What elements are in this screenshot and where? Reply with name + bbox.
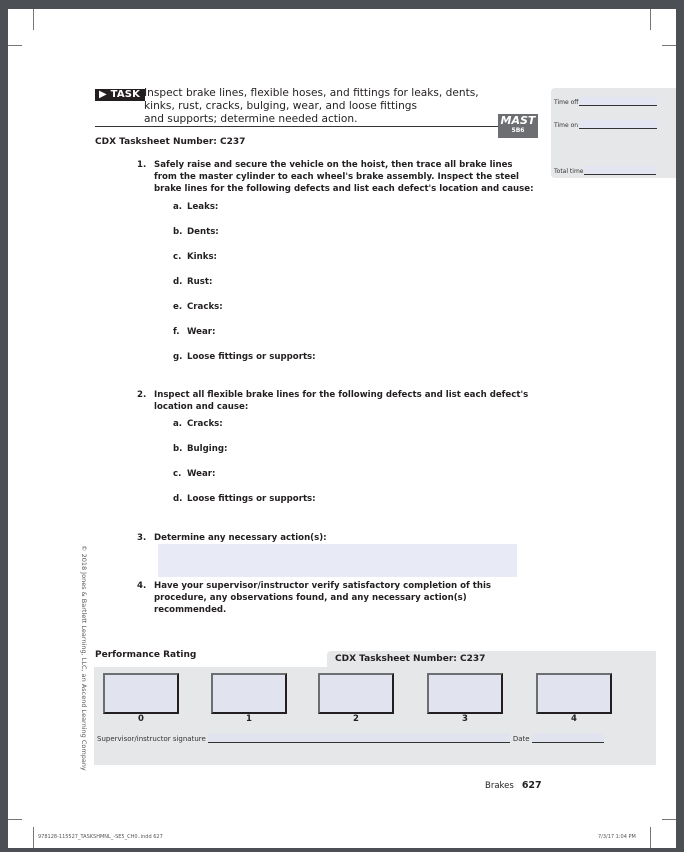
mast-badge <box>498 114 538 138</box>
defect-item[interactable] <box>173 252 217 262</box>
crop-mark <box>8 45 22 46</box>
rating-box-1[interactable] <box>211 673 287 714</box>
defect-item[interactable] <box>173 469 215 479</box>
item-letter: a. <box>173 419 183 429</box>
rating-label: 4 <box>571 714 577 724</box>
defect-item[interactable] <box>173 419 223 429</box>
defect-item[interactable] <box>173 327 215 337</box>
item-label: Rust: <box>187 277 213 287</box>
item-label: Kinks: <box>187 252 217 262</box>
time-on-field[interactable] <box>579 120 657 129</box>
question-number: 4. <box>137 581 147 591</box>
rating-box-2[interactable] <box>318 673 394 714</box>
item-letter: e. <box>173 302 183 312</box>
task-line: and supports; determine needed action. <box>144 113 358 125</box>
defect-item[interactable] <box>173 202 218 212</box>
total-time-field[interactable] <box>584 166 656 175</box>
page-number: 627 <box>521 780 542 791</box>
performance-tasksheet-number: CDX Tasksheet Number: C237 <box>335 654 486 664</box>
crop-mark <box>650 9 651 30</box>
defect-item[interactable] <box>173 277 212 287</box>
item-label: Cracks: <box>187 419 223 429</box>
task-line: Inspect brake lines, flexible hoses, and fittings for leaks, dents, <box>144 87 479 99</box>
crop-mark <box>33 827 34 848</box>
question-text: Inspect all flexible brake lines for the following defects and list each defect's location and cause: <box>154 390 529 412</box>
crop-mark <box>33 9 34 30</box>
crop-mark <box>8 819 22 820</box>
item-letter: d. <box>173 277 183 287</box>
play-arrow-icon: ▶ <box>99 89 107 100</box>
item-letter: c. <box>173 469 182 479</box>
rating-label: 3 <box>462 714 468 724</box>
defect-item[interactable] <box>173 494 316 504</box>
item-label: Dents: <box>187 227 219 237</box>
question-text: Determine any necessary action(s): <box>154 533 327 543</box>
item-letter: b. <box>173 227 183 237</box>
defect-item[interactable] <box>173 352 316 362</box>
crop-mark <box>662 819 676 820</box>
item-letter: a. <box>173 202 183 212</box>
copyright-notice: © 2018 Jones & Bartlett Learning, LLC, an Ascend Learning Company <box>80 545 88 771</box>
tasksheet-number: CDX Tasksheet Number: C237 <box>95 137 246 147</box>
item-label: Wear: <box>187 327 216 337</box>
item-label: Wear: <box>187 469 216 479</box>
date-label: Date <box>512 735 530 743</box>
item-label: Leaks: <box>187 202 219 212</box>
time-box <box>551 88 676 178</box>
task-description <box>144 87 504 126</box>
item-label: Loose fittings or supports: <box>187 352 316 362</box>
item-letter: g. <box>173 352 183 362</box>
header-rule <box>95 126 499 127</box>
rating-box-4[interactable] <box>536 673 612 714</box>
necessary-action-field[interactable] <box>158 544 517 577</box>
defect-item[interactable] <box>173 444 227 454</box>
defect-item[interactable] <box>173 227 219 237</box>
mast-code: 5B6 <box>511 127 525 134</box>
performance-tab <box>327 651 656 668</box>
rating-label: 1 <box>246 714 252 724</box>
item-label: Loose fittings or supports: <box>187 494 316 504</box>
question-number: 2. <box>137 390 147 400</box>
time-on-row <box>554 120 657 129</box>
mast-label: MAST <box>500 114 536 127</box>
question-text: Safely raise and secure the vehicle on the hoist, then trace all brake lines from the master cylinder to each wheel's brake assembly. Inspect the steel brake lines for the following defects and list each defect's location and cause: <box>154 160 534 194</box>
item-letter: f. <box>173 327 180 337</box>
question-number: 1. <box>137 160 147 170</box>
rating-box-3[interactable] <box>427 673 503 714</box>
time-off-label: Time off <box>554 99 579 106</box>
date-field[interactable] <box>532 733 604 743</box>
item-letter: c. <box>173 252 182 262</box>
crop-mark <box>662 45 676 46</box>
signature-row <box>97 733 604 743</box>
rating-label: 2 <box>353 714 359 724</box>
time-off-row <box>554 97 657 106</box>
item-label: Bulging: <box>187 444 228 454</box>
time-off-field[interactable] <box>579 97 657 106</box>
page-footer <box>485 780 542 791</box>
total-time-row <box>554 166 656 175</box>
rating-label: 0 <box>138 714 144 724</box>
crop-mark <box>650 827 651 848</box>
time-on-label: Time on <box>554 122 579 129</box>
item-letter: d. <box>173 494 183 504</box>
print-slug-date: 7/3/17 1:04 PM <box>598 834 636 840</box>
task-badge-label: TASK <box>110 89 141 100</box>
defect-item[interactable] <box>173 302 223 312</box>
question-number: 3. <box>137 533 147 543</box>
signature-field[interactable] <box>208 733 510 743</box>
print-slug-file: 978128-115527_TASKSHMNL_-SE5_CH0..indd 627 <box>38 834 163 840</box>
total-time-label: Total time <box>554 168 584 175</box>
performance-title: Performance Rating <box>95 650 197 660</box>
task-badge <box>95 89 145 101</box>
signature-label: Supervisor/instructor signature <box>97 735 206 743</box>
section-name: Brakes <box>485 781 514 791</box>
item-label: Cracks: <box>187 302 223 312</box>
item-letter: b. <box>173 444 183 454</box>
rating-box-0[interactable] <box>103 673 179 714</box>
task-line: kinks, rust, cracks, bulging, wear, and loose fittings <box>144 100 418 112</box>
question-text: Have your supervisor/instructor verify satisfactory completion of this procedure, any observations found, and any necessary action(s) recommended. <box>154 581 492 615</box>
